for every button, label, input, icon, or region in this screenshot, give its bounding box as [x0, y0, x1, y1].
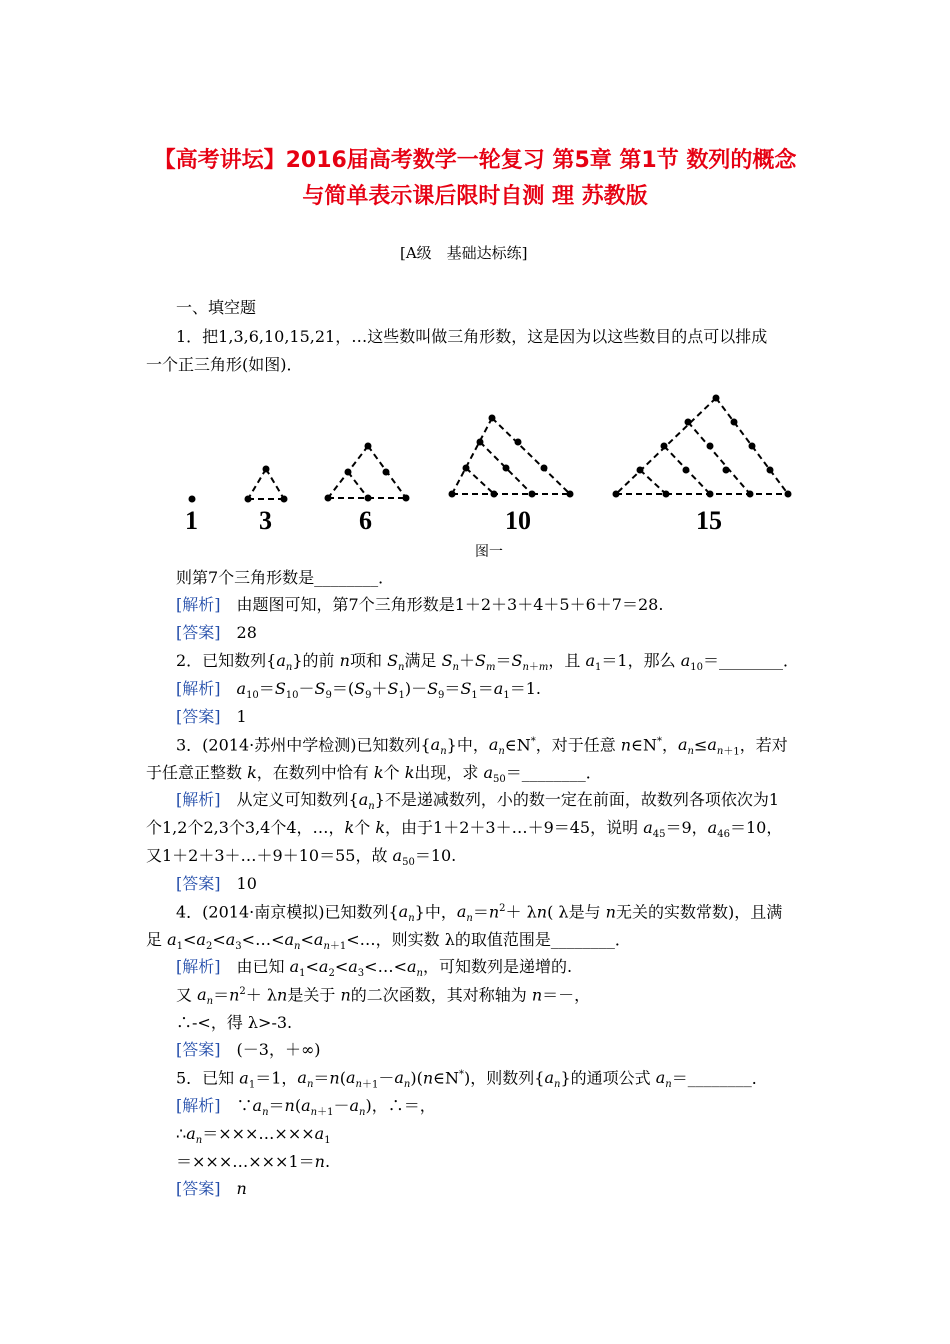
q1-question: 则第7个三角形数是________．	[176, 568, 395, 587]
q1-answer: 28	[236, 623, 257, 642]
figure-caption: 图一	[475, 544, 503, 560]
q4-answer-row	[176, 1042, 321, 1058]
q4-text-1: 4．(2014·南京模拟)已知数列$\{a_n\}$中，$a_n=n^2+ \lambda n$( λ是与 n无关的实数常数)，且满	[176, 902, 783, 925]
q4-text-2: 足 $a_1<a_2<a_3<\dots<a_n<a_{n+1}<\dots$，则实数 λ的取值范围是________．	[146, 930, 631, 953]
figure-label-3: 3	[259, 506, 272, 535]
figure-label-10: 10	[505, 506, 531, 535]
q2-answer: 1	[236, 707, 247, 726]
analysis-tag: [解析]	[176, 679, 221, 698]
q3-analysis-1: [解析] 从定义可知数列$\{a_n\}$不是递减数列，小的数一定在前面，故数列各项依次为1	[176, 790, 780, 813]
analysis-tag: [解析]	[176, 790, 221, 809]
figure-label-1: 1	[185, 506, 198, 535]
answer-tag: [答案]	[176, 707, 221, 726]
q5-analysis-1: [解析] $\because a_n=n(a_{n+1}-a_n)$，∴＝，	[176, 1096, 436, 1119]
q3-answer-row	[176, 876, 257, 892]
q1-analysis-row	[176, 597, 663, 613]
figure-label-15: 15	[696, 506, 722, 535]
answer-tag: [答案]	[176, 623, 221, 642]
q3-analysis-2: 个1,2个2,3个3,4个4，…，k个 k，由于1＋2＋3＋…＋9＝45，说明 $a_{45}=9$，$a_{46}=10$，	[146, 818, 783, 841]
level-heading: [A级 基础达标练]	[400, 244, 528, 262]
section-heading: 一、填空题	[176, 298, 257, 317]
q2-analysis-row: [解析] $a_{10}=S_{10}-S_9=(S_9+S_1)-S_9=S_1=a_1=1$.	[176, 679, 541, 702]
q5-text: 5．已知 $a_1=1$，$a_n=n(a_{n+1}-a_n)(n\in N^*)$，则数列$\{a_n\}$的通项公式 $a_n=\_\_\_\_\_\_\_\_$．	[176, 1068, 768, 1091]
q1-text-1: 1．把1,3,6,10,15,21，…这些数叫做三角形数，这是因为以这些数目的点可以排成	[176, 327, 768, 346]
q1-answer-row	[176, 625, 257, 641]
q4-analysis-3: ∴-<，得 λ>-3.	[176, 1013, 293, 1032]
analysis-tag: [解析]	[176, 957, 221, 976]
q4-analysis-1: [解析] 由已知 $a_1<a_2<a_3<\dots<a_n$，可知数列是递增的.	[176, 957, 573, 980]
q4-analysis-2: 又 $a_n=n^2+ \lambda n$是关于 n的二次函数，其对称轴为 n＝－，	[176, 985, 591, 1008]
answer-tag: [答案]	[176, 874, 221, 893]
q1-text-2: 一个正三角形(如图)．	[146, 355, 303, 374]
doc-title-line-1: 【高考讲坛】2016届高考数学一轮复习 第5章 第1节 数列的概念	[153, 148, 797, 173]
doc-title-line-2: 与简单表示课后限时自测 理 苏教版	[302, 184, 648, 209]
q3-text-2: 于任意正整数 k，在数列中恰有 k个 k出现，求 $a_{50}=\_\_\_\_\_\_\_\_$．	[146, 763, 602, 786]
q5-answer-row	[176, 1181, 247, 1197]
q5-analysis-2: $\therefore a_n=\times\times\times\dots\times\times\times a_1$	[176, 1124, 331, 1147]
q4-answer: (－3，＋∞)	[236, 1040, 321, 1059]
q5-analysis-3: ＝×××…×××1＝n.	[176, 1152, 331, 1171]
analysis-tag: [解析]	[176, 595, 221, 614]
q3-answer: 10	[236, 874, 257, 893]
analysis-tag: [解析]	[176, 1096, 221, 1115]
figure-label-6: 6	[359, 506, 372, 535]
q2-answer-row	[176, 709, 247, 725]
q3-text-1: 3．(2014·苏州中学检测)已知数列$\{a_n\}$中，$a_n\in N^*$，对于任意 n∈N*，$a_n\le a_{n+1}$，若对	[176, 735, 788, 758]
q3-analysis-3: 又1＋2＋3＋…＋9＋10＝55，故 $a_{50}=10$.	[146, 846, 457, 869]
q5-answer: n	[236, 1179, 247, 1198]
answer-tag: [答案]	[176, 1040, 221, 1059]
q2-text: 2．已知数列$\{a_n\}$的前 n项和 $S_n$满足 $S_n+S_m=S_{n+m}$，且 $a_1=1$，那么 $a_{10}=\_\_\_\_\_\_\_\_$．	[176, 651, 799, 674]
answer-tag: [答案]	[176, 1179, 221, 1198]
q1-analysis: 由题图可知，第7个三角形数是1＋2＋3＋4＋5＋6＋7＝28.	[236, 595, 664, 614]
